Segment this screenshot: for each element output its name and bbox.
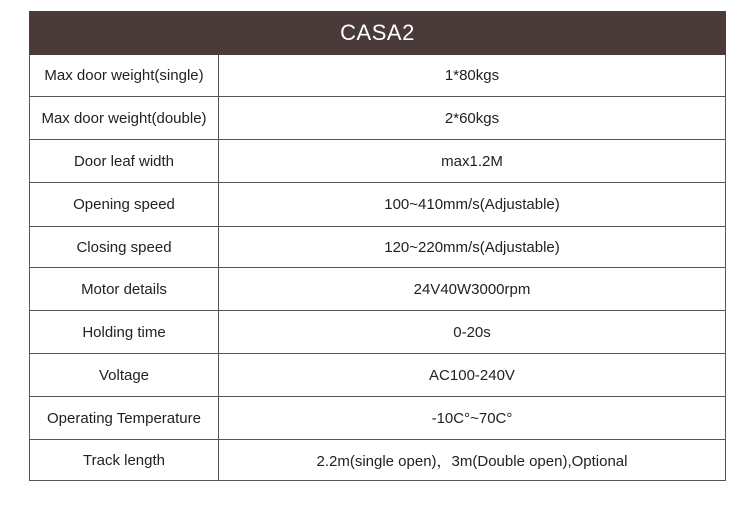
- spec-label: Opening speed: [30, 183, 219, 227]
- table-row: [30, 268, 726, 311]
- spec-label: Max door weight(double): [30, 97, 219, 140]
- table-row: [30, 311, 726, 354]
- table-row: [30, 227, 726, 268]
- spec-value: 0-20s: [219, 311, 726, 354]
- spec-value: 2.2m(single open)，3m(Double open),Optional: [219, 440, 726, 481]
- table-row: [30, 97, 726, 140]
- table-row: [30, 354, 726, 397]
- spec-label: Max door weight(single): [30, 55, 219, 97]
- table-title: CASA2: [30, 12, 726, 55]
- spec-value: max1.2M: [219, 140, 726, 183]
- spec-label: Closing speed: [30, 227, 219, 268]
- spec-value: 100~410mm/s(Adjustable): [219, 183, 726, 227]
- spec-label: Holding time: [30, 311, 219, 354]
- spec-value: 120~220mm/s(Adjustable): [219, 227, 726, 268]
- spec-label: Operating Temperature: [30, 397, 219, 440]
- spec-value: 24V40W3000rpm: [219, 268, 726, 311]
- table-row: [30, 140, 726, 183]
- table-row: [30, 397, 726, 440]
- spec-label: Motor details: [30, 268, 219, 311]
- table-header-row: [30, 12, 726, 55]
- spec-value: -10C°~70C°: [219, 397, 726, 440]
- table-row: [30, 55, 726, 97]
- spec-value: AC100-240V: [219, 354, 726, 397]
- table-row: [30, 183, 726, 227]
- table-row: [30, 440, 726, 481]
- spec-value: 1*80kgs: [219, 55, 726, 97]
- spec-value: 2*60kgs: [219, 97, 726, 140]
- spec-label: Door leaf width: [30, 140, 219, 183]
- spec-label: Track length: [30, 440, 219, 481]
- spec-table: [29, 11, 726, 481]
- spec-label: Voltage: [30, 354, 219, 397]
